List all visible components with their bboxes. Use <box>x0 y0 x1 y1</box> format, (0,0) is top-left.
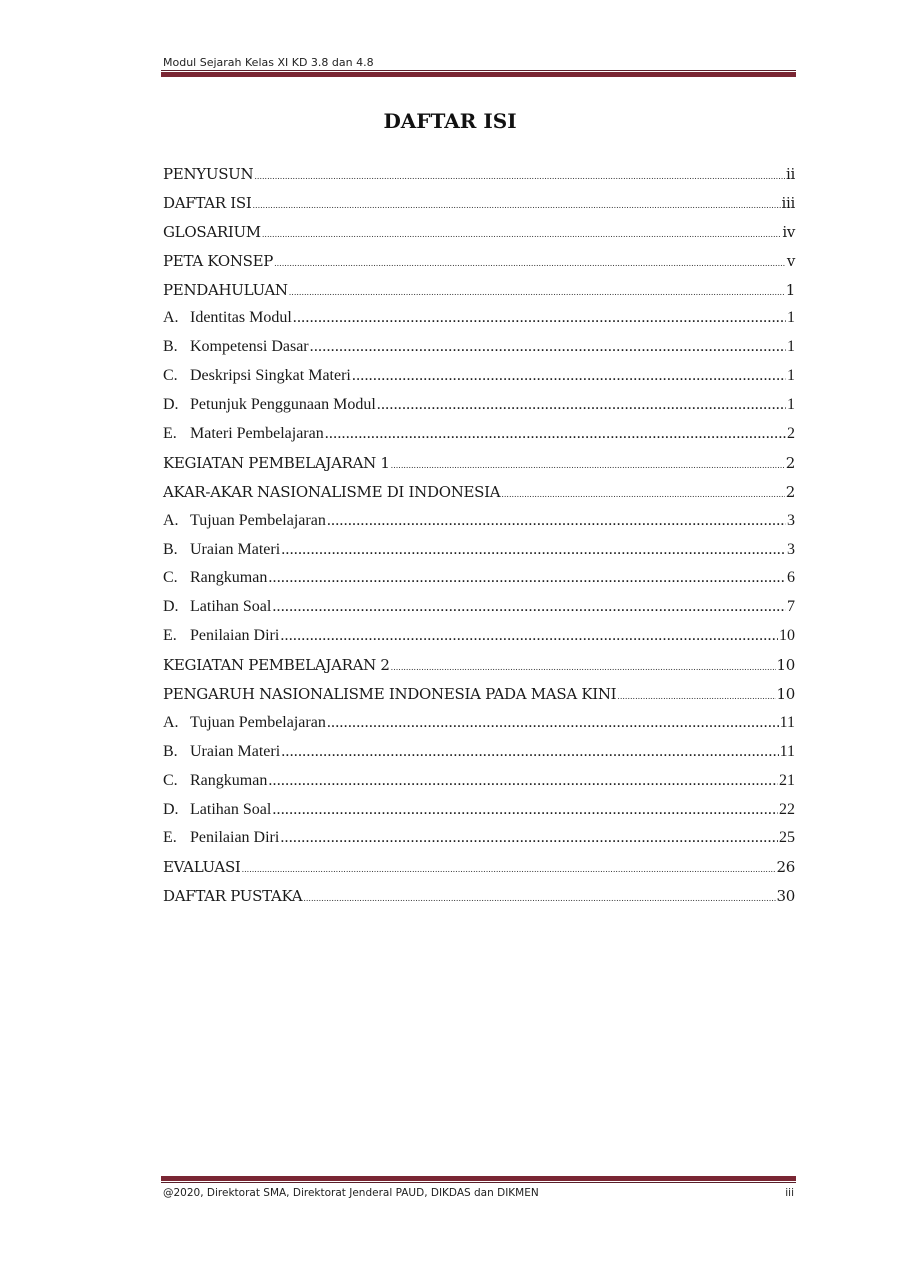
toc-entry-prefix: D. <box>163 396 179 414</box>
toc-entry-prefix: B. <box>163 742 178 760</box>
toc-entry-text: Uraian Materi <box>190 540 281 558</box>
toc-entry-prefix: C. <box>163 367 178 385</box>
toc-entry-prefix: A. <box>163 713 179 731</box>
toc-entry-page: v <box>786 251 795 270</box>
toc-entry-text: Rangkuman <box>190 569 268 587</box>
toc-entry-label <box>163 507 326 536</box>
toc-dot-leader <box>303 885 775 914</box>
toc-dot-leader <box>327 507 786 536</box>
toc-entry-page: iv <box>782 222 795 241</box>
toc-entry-label <box>163 564 267 593</box>
toc-entry-label <box>163 593 271 622</box>
toc-dot-leader <box>280 622 778 651</box>
toc-entry[interactable] <box>163 622 795 651</box>
toc-entry[interactable] <box>163 796 795 825</box>
toc-entry-text: Latihan Soal <box>190 800 272 818</box>
toc-entry-label <box>163 304 292 333</box>
toc-entry-page: 7 <box>787 598 795 616</box>
toc-entry-page: 2 <box>787 425 795 443</box>
toc-entry-page: 30 <box>776 887 795 906</box>
toc-entry-page: 2 <box>785 453 795 472</box>
toc-entry-label <box>163 853 241 882</box>
table-of-contents <box>163 160 795 911</box>
toc-entry[interactable] <box>163 160 795 189</box>
toc-entry-label <box>163 276 288 305</box>
toc-entry-page: 21 <box>779 771 795 789</box>
toc-dot-leader <box>391 452 785 481</box>
toc-entry[interactable] <box>163 536 795 565</box>
toc-entry-text: EVALUASI <box>163 858 241 877</box>
toc-entry-page: 3 <box>787 511 795 529</box>
toc-entry-page: 1 <box>787 309 795 327</box>
toc-entry-text: DAFTAR ISI <box>163 193 252 212</box>
toc-entry-page: 10 <box>776 685 795 704</box>
toc-entry-page: 2 <box>785 482 795 501</box>
toc-entry-page: 1 <box>787 367 795 385</box>
toc-entry-prefix: E. <box>163 829 177 847</box>
toc-entry-text: Deskripsi Singkat Materi <box>190 367 351 385</box>
toc-entry-text: Tujuan Pembelajaran <box>190 713 326 731</box>
toc-entry-page: 10 <box>779 627 795 645</box>
toc-entry-text: Kompetensi Dasar <box>190 338 309 356</box>
toc-entry[interactable] <box>163 218 795 247</box>
toc-entry-label <box>163 738 280 767</box>
toc-dot-leader <box>377 391 786 420</box>
toc-dot-leader <box>310 333 786 362</box>
toc-entry-prefix: D. <box>163 800 179 818</box>
toc-entry-text: PETA KONSEP <box>163 251 274 270</box>
toc-entry-label <box>163 449 390 478</box>
toc-entry-label <box>163 767 267 796</box>
toc-entry[interactable] <box>163 507 795 536</box>
toc-dot-leader <box>617 683 775 712</box>
toc-dot-leader <box>281 536 786 565</box>
toc-entry-prefix: A. <box>163 309 179 327</box>
toc-entry-text: PENYUSUN <box>163 165 254 183</box>
running-header: Modul Sejarah Kelas XI KD 3.8 dan 4.8 <box>163 56 374 69</box>
toc-entry-prefix: A. <box>163 511 179 529</box>
toc-entry[interactable] <box>163 709 795 738</box>
toc-entry-text: KEGIATAN PEMBELAJARAN 1 <box>163 453 390 472</box>
toc-entry-label <box>163 536 280 565</box>
toc-entry[interactable] <box>163 767 795 796</box>
toc-entry-label <box>163 247 273 276</box>
toc-entry-label <box>163 189 251 218</box>
toc-dot-leader <box>293 304 786 333</box>
toc-dot-leader <box>262 221 781 250</box>
toc-entry-prefix: E. <box>163 627 177 645</box>
toc-entry-label <box>163 651 390 680</box>
toc-entry-label <box>163 333 309 362</box>
toc-entry-page: 11 <box>779 742 795 760</box>
toc-entry-prefix: C. <box>163 771 178 789</box>
toc-entry-page: 10 <box>776 656 795 675</box>
toc-entry-page: 11 <box>779 713 795 731</box>
toc-dot-leader <box>272 593 786 622</box>
toc-entry-label <box>163 420 324 449</box>
toc-entry-page: iii <box>781 193 795 212</box>
footer-page-number: iii <box>785 1187 794 1199</box>
toc-entry-prefix: E. <box>163 425 177 443</box>
toc-entry[interactable] <box>163 247 795 276</box>
toc-entry[interactable] <box>163 824 795 853</box>
toc-entry-label <box>163 218 261 247</box>
toc-dot-leader <box>272 796 778 825</box>
toc-entry-text: Identitas Modul <box>190 309 292 327</box>
toc-entry-text: Materi Pembelajaran <box>190 425 324 443</box>
toc-dot-leader <box>327 709 779 738</box>
toc-dot-leader <box>289 279 785 308</box>
toc-entry-text: DAFTAR PUSTAKA <box>163 887 303 906</box>
toc-entry[interactable] <box>163 680 795 709</box>
toc-entry[interactable] <box>163 651 795 680</box>
toc-entry-prefix: B. <box>163 338 178 356</box>
toc-dot-leader <box>274 250 786 279</box>
footer-rule-thin <box>161 1182 796 1183</box>
toc-entry[interactable] <box>163 853 795 882</box>
toc-dot-leader <box>280 824 778 853</box>
toc-entry-text: Latihan Soal <box>190 598 272 616</box>
toc-dot-leader <box>242 856 776 885</box>
header-rule-thin <box>161 70 796 71</box>
toc-entry-label <box>163 362 351 391</box>
toc-entry[interactable] <box>163 564 795 593</box>
toc-entry-text: Rangkuman <box>190 771 268 789</box>
toc-entry-page: 1 <box>787 396 795 414</box>
toc-entry-text: AKAR-AKAR NASIONALISME DI INDONESIA <box>163 482 501 501</box>
toc-entry-text: Petunjuk Penggunaan Modul <box>190 396 376 414</box>
toc-entry[interactable] <box>163 478 795 507</box>
footer-rule <box>161 1176 796 1183</box>
toc-dot-leader <box>254 163 785 192</box>
toc-entry-text: Tujuan Pembelajaran <box>190 511 326 529</box>
toc-entry-page: 1 <box>785 280 795 299</box>
header-rule <box>161 70 796 77</box>
toc-entry[interactable] <box>163 276 795 305</box>
toc-entry-label <box>163 478 500 507</box>
toc-entry-text: Penilaian Diri <box>190 627 280 645</box>
toc-entry-prefix: C. <box>163 569 178 587</box>
toc-entry-text: KEGIATAN PEMBELAJARAN 2 <box>163 656 390 675</box>
toc-entry[interactable] <box>163 362 795 391</box>
toc-dot-leader <box>391 654 776 683</box>
footer-copyright: @2020, Direktorat SMA, Direktorat Jenderal PAUD, DIKDAS dan DIKMEN <box>163 1187 539 1199</box>
toc-entry-prefix: D. <box>163 598 179 616</box>
toc-entry[interactable] <box>163 449 795 478</box>
toc-entry-text: Uraian Materi <box>190 742 281 760</box>
toc-entry-page: ii <box>786 165 795 183</box>
toc-entry[interactable] <box>163 882 795 911</box>
toc-dot-leader <box>352 362 786 391</box>
toc-entry-prefix: B. <box>163 540 178 558</box>
toc-dot-leader <box>325 420 786 449</box>
toc-entry-page: 1 <box>787 338 795 356</box>
footer-rule-thick <box>161 1176 796 1181</box>
toc-entry-page: 25 <box>779 829 795 847</box>
toc-entry-label <box>163 160 253 189</box>
toc-entry[interactable] <box>163 593 795 622</box>
page-title: DAFTAR ISI <box>383 109 517 133</box>
toc-entry[interactable] <box>163 333 795 362</box>
toc-entry-text: PENDAHULUAN <box>163 280 288 299</box>
toc-entry-label <box>163 680 616 709</box>
toc-entry-label <box>163 709 326 738</box>
toc-entry-label <box>163 391 376 420</box>
toc-entry-text: Penilaian Diri <box>190 829 280 847</box>
toc-entry-page: 22 <box>779 800 795 818</box>
toc-dot-leader <box>268 767 778 796</box>
toc-entry-text: GLOSARIUM <box>163 222 261 241</box>
toc-dot-leader <box>501 481 784 510</box>
toc-dot-leader <box>268 564 786 593</box>
toc-entry-label <box>163 796 271 825</box>
toc-entry-label <box>163 824 279 853</box>
toc-entry[interactable] <box>163 391 795 420</box>
toc-entry-label <box>163 882 302 911</box>
toc-dot-leader <box>281 738 778 767</box>
toc-entry[interactable] <box>163 738 795 767</box>
toc-entry[interactable] <box>163 420 795 449</box>
toc-entry-page: 3 <box>787 540 795 558</box>
header-rule-thick <box>161 72 796 77</box>
toc-dot-leader <box>252 192 780 221</box>
toc-entry-page: 6 <box>787 569 795 587</box>
toc-entry[interactable] <box>163 304 795 333</box>
toc-entry-label <box>163 622 279 651</box>
toc-entry-page: 26 <box>776 858 795 877</box>
toc-entry[interactable] <box>163 189 795 218</box>
toc-entry-text: PENGARUH NASIONALISME INDONESIA PADA MASA KINI <box>163 685 617 704</box>
